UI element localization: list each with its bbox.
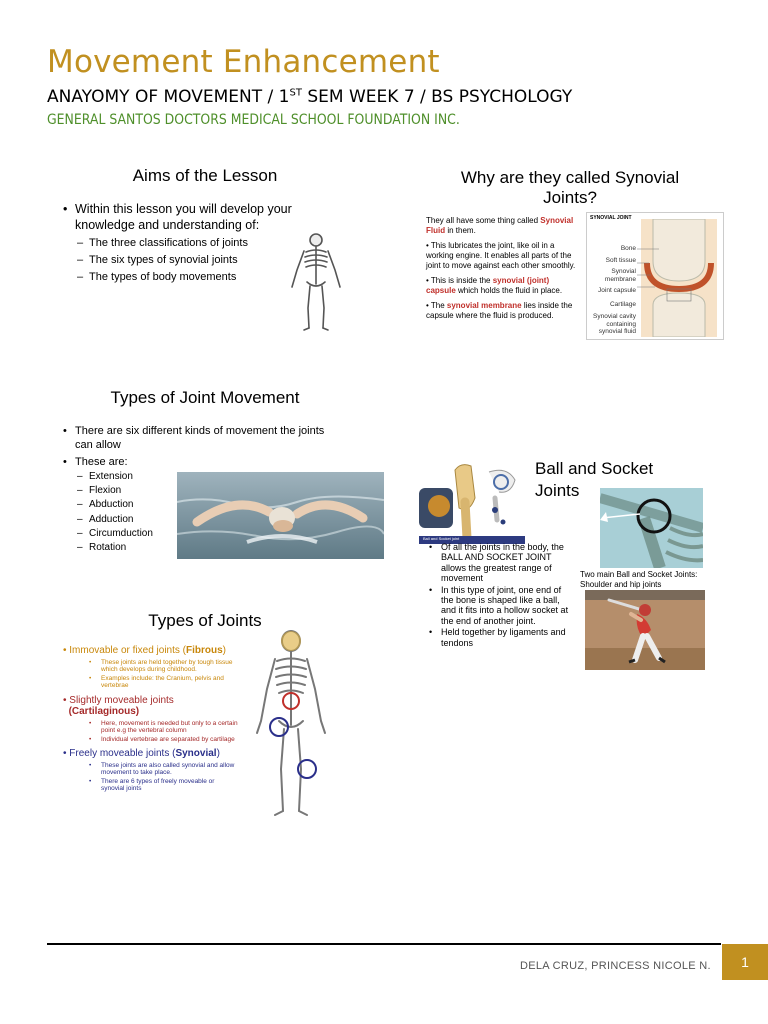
document-subtitle: ANAYOMY OF MOVEMENT / 1ST SEM WEEK 7 / BS PSYCHOLOGY — [47, 87, 573, 107]
synovial-joint-diagram — [586, 212, 724, 340]
shoulder-joint-xray — [600, 488, 703, 568]
diagram-label: Soft tissue — [605, 256, 636, 264]
slide-synovial — [420, 160, 720, 370]
ball-socket-image-caption: Ball and Socket joint — [423, 536, 460, 541]
movement-item: – Circumduction — [77, 527, 187, 541]
document-title: Movement Enhancement — [47, 44, 440, 80]
diagram-title: SYNOVIAL JOINT — [590, 215, 632, 221]
diagram-label: Bone — [620, 245, 636, 252]
footer-author: DELA CRUZ, PRINCESS NICOLE N. — [520, 960, 711, 972]
synovial-paragraph: • This is inside the synovial (joint) capsule which holds the fluid in place. — [426, 276, 563, 295]
aims-item: – The six types of synovial joints — [77, 253, 277, 267]
aims-item: – The types of body movements — [77, 270, 277, 284]
movement-title: Types of Joint Movement — [110, 388, 300, 407]
page-number: 1 — [722, 944, 768, 980]
movement-bullet: • These are: — [63, 455, 333, 469]
slide-aims — [55, 160, 375, 340]
movement-item: – Rotation — [77, 541, 187, 555]
joints-title: Types of Joints — [148, 611, 262, 630]
diagram-label: Cartilage — [609, 300, 636, 308]
ball-title-line2: Joints — [535, 481, 580, 500]
synovial-paragraph: They all have some thing called Synovial Fluid in them. — [426, 216, 574, 235]
synovial-title-line1: Why are they called Synovial — [460, 168, 680, 187]
fibrous-detail: • Examples include: the Cranium, pelvis and vertebrae — [89, 675, 239, 690]
synovial-paragraph: • The synovial membrane lies inside the capsule where the fluid is produced. — [426, 301, 573, 320]
movement-item: – Extension — [77, 470, 187, 484]
ball-bullet: • Held together by ligaments and tendons — [429, 627, 569, 648]
skeleton-image — [283, 232, 349, 332]
cartilaginous-detail: • Here, movement is needed but only to a certain point e.g the vertebral column — [89, 720, 239, 735]
swimmer-photo — [177, 472, 384, 559]
joint-illustration — [637, 219, 721, 337]
aims-title: Aims of the Lesson — [132, 166, 278, 185]
ball-socket-joint-image — [419, 458, 525, 544]
synovial-heading: • Freely moveable joints (Synovial) — [63, 748, 220, 759]
diagram-label: Synovial membrane — [604, 268, 636, 283]
movement-bullet: • There are six different kinds of movement the joints can allow — [63, 424, 333, 452]
synovial-title-line2: Joints? — [543, 188, 597, 207]
diagram-label: Synovial cavity containing synovial fluid — [593, 313, 636, 335]
fibrous-detail: • These joints are held together by tough tissue which develops during childhood. — [89, 659, 239, 674]
synovial-detail: • These joints are also called synovial and allow movement to take place. — [89, 762, 239, 777]
cartilaginous-heading: • Slightly moveable joints (Cartilaginous) — [63, 694, 174, 717]
aims-item: – The three classifications of joints — [77, 236, 277, 250]
softball-player-photo — [585, 590, 705, 670]
ball-bullet: • Of all the joints in the body, the BALL AND SOCKET JOINT allows the greatest range of movement — [429, 542, 569, 584]
synovial-detail: • There are 6 types of freely moveable or synovial joints — [89, 778, 239, 793]
movement-item: – Abduction — [77, 498, 187, 512]
movement-item: – Adduction — [77, 513, 187, 527]
slide-ball-socket — [415, 450, 725, 680]
diagram-label: Joint capsule — [598, 287, 636, 294]
ball-bullet: • In this type of joint, one end of the bone is shaped like a ball, and it fits into a hollow socket at the end of another joint. — [429, 585, 569, 627]
slide-types-of-joints — [55, 605, 385, 820]
slide-joint-movement — [55, 382, 385, 562]
skeleton-joints-image — [251, 629, 331, 819]
cartilaginous-detail: • Individual vertebrae are separated by cartilage — [89, 736, 239, 744]
synovial-paragraph: • This lubricates the joint, like oil in a working engine. It enables all parts of the joint to move against each other smoothly. — [426, 241, 576, 270]
fibrous-heading: • Immovable or fixed joints (Fibrous) — [63, 645, 227, 656]
organization-name: GENERAL SANTOS DOCTORS MEDICAL SCHOOL FOUNDATION INC. — [47, 112, 460, 128]
footer-rule — [47, 943, 721, 945]
ball-caption: Two main Ball and Socket Joints: Shoulder and hip joints — [580, 570, 698, 589]
aims-intro: • Within this lesson you will develop your knowledge and understanding of: — [63, 202, 333, 233]
movement-item: – Flexion — [77, 484, 187, 498]
ball-title-line1: Ball and Socket — [535, 459, 654, 478]
